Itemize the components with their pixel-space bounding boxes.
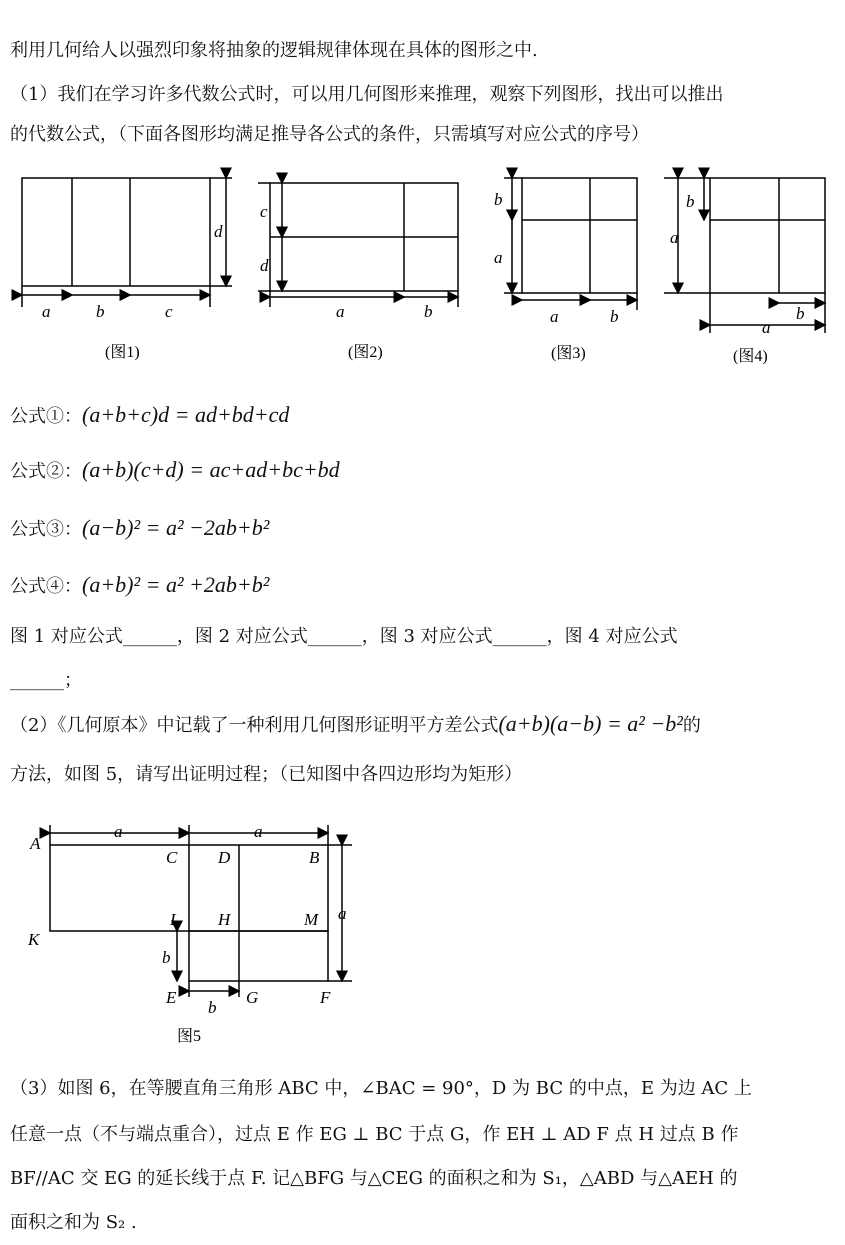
fig5-point-M: M (304, 910, 319, 929)
fig5-point-C: C (166, 848, 178, 867)
formula-1 (10, 402, 289, 430)
part2-text: （2）《几何原本》中记载了一种利用几何图形证明平方差公式 (10, 715, 499, 736)
part3-line3: BF//AC 交 EG 的延长线于点 F. 记△BFG 与△CEG 的面积之和为 S₁，△ABD 与△AEH 的 (10, 1168, 738, 1189)
fill-line-1: 图 1 对应公式______，图 2 对应公式______，图 3 对应公式______，图 4 对应公式 (10, 626, 678, 647)
part1-line2: 的代数公式，（下面各图形均满足推导各公式的条件，只需填写对应公式的序号） (10, 124, 649, 145)
fig5-dim-a-vertical: a (338, 904, 347, 923)
part3-line2: 任意一点（不与端点重合），过点 E 作 EG ⊥ BC 于点 G，作 EH ⊥ AD F 点 H 过点 B 作 (10, 1124, 739, 1145)
fig3-label-b-bottom: b (610, 307, 619, 326)
formula-1-expr: (a+b+c)d = ad+bd+cd (82, 402, 290, 427)
fill-line-2: ______； (10, 670, 82, 691)
fig1-label-d: d (214, 222, 223, 241)
figures-1-4 (0, 165, 845, 385)
formula-3-expr: (a−b)² = a² −2ab+b² (82, 515, 270, 540)
fig5-caption: 图5 (177, 1028, 202, 1045)
figure-2 (258, 183, 458, 307)
fig3-label-b-left: b (494, 190, 503, 209)
fig5-point-A: A (30, 834, 41, 853)
part2-formula: (a+b)(a−b) = a² −b² (498, 711, 683, 736)
fig4-label-b-left: b (686, 192, 695, 211)
fig5-dim-a-right: a (254, 822, 263, 841)
formula-4 (10, 572, 269, 600)
fig4-label-a-left: a (670, 228, 679, 247)
formula-2-expr: (a+b)(c+d) = ac+ad+bc+bd (82, 457, 340, 482)
fig1-label-c: c (165, 302, 173, 321)
fig5-dim-b-horizontal: b (208, 998, 217, 1017)
fig3-caption: (图3) (551, 345, 586, 362)
fig5-point-E: E (166, 988, 177, 1007)
fig5-point-G: G (246, 988, 259, 1007)
formula-4-label: 公式④： (10, 576, 82, 597)
formula-4-expr: (a+b)² = a² +2ab+b² (82, 572, 270, 597)
figure-1 (22, 178, 232, 307)
part1-line1: （1）我们在学习许多代数公式时，可以用几何图形来推理，观察下列图形，找出可以推出 (10, 84, 724, 105)
fig5-dim-b-vertical: b (162, 948, 171, 967)
fig5-point-H: H (218, 910, 231, 929)
fig2-label-a: a (336, 302, 345, 321)
part2-line1 (10, 711, 701, 739)
figure-3 (504, 178, 637, 310)
fig5-point-K: K (28, 930, 40, 949)
part2-line2: 方法，如图 5，请写出证明过程；（已知图中各四边形均为矩形） (10, 764, 523, 785)
fig5-point-B: B (309, 848, 320, 867)
fig3-label-a-bottom: a (550, 307, 559, 326)
fig5-point-D: D (218, 848, 231, 867)
fig2-label-d: d (260, 256, 269, 275)
fig5-point-L: L (170, 910, 180, 929)
formula-3-label: 公式③： (10, 519, 82, 540)
fig1-label-a: a (42, 302, 51, 321)
fig4-caption: (图4) (733, 348, 768, 365)
fig5-point-F: F (320, 988, 331, 1007)
formula-2 (10, 457, 340, 485)
fig1-caption: (图1) (105, 344, 140, 361)
fig2-label-b: b (424, 302, 433, 321)
fig1-label-b: b (96, 302, 105, 321)
fig2-caption: (图2) (348, 344, 383, 361)
figure-5 (20, 815, 380, 1055)
fig3-label-a-left: a (494, 248, 503, 267)
fig4-label-b-bottom: b (796, 304, 805, 323)
formula-2-label: 公式②： (10, 461, 82, 482)
formula-3 (10, 515, 269, 543)
fig4-label-a-bottom: a (762, 318, 771, 337)
fig5-dim-a-left: a (114, 822, 123, 841)
part2-suffix: 的 (682, 715, 701, 736)
part3-line1: （3）如图 6，在等腰直角三角形 ABC 中，∠BAC = 90°，D 为 BC 的中点，E 为边 AC 上 (10, 1078, 752, 1099)
part3-line4: 面积之和为 S₂ . (10, 1212, 137, 1233)
formula-1-label: 公式①： (10, 406, 82, 427)
intro-text: 利用几何给人以强烈印象将抽象的逻辑规律体现在具体的图形之中. (10, 40, 538, 61)
fig2-label-c: c (260, 202, 268, 221)
